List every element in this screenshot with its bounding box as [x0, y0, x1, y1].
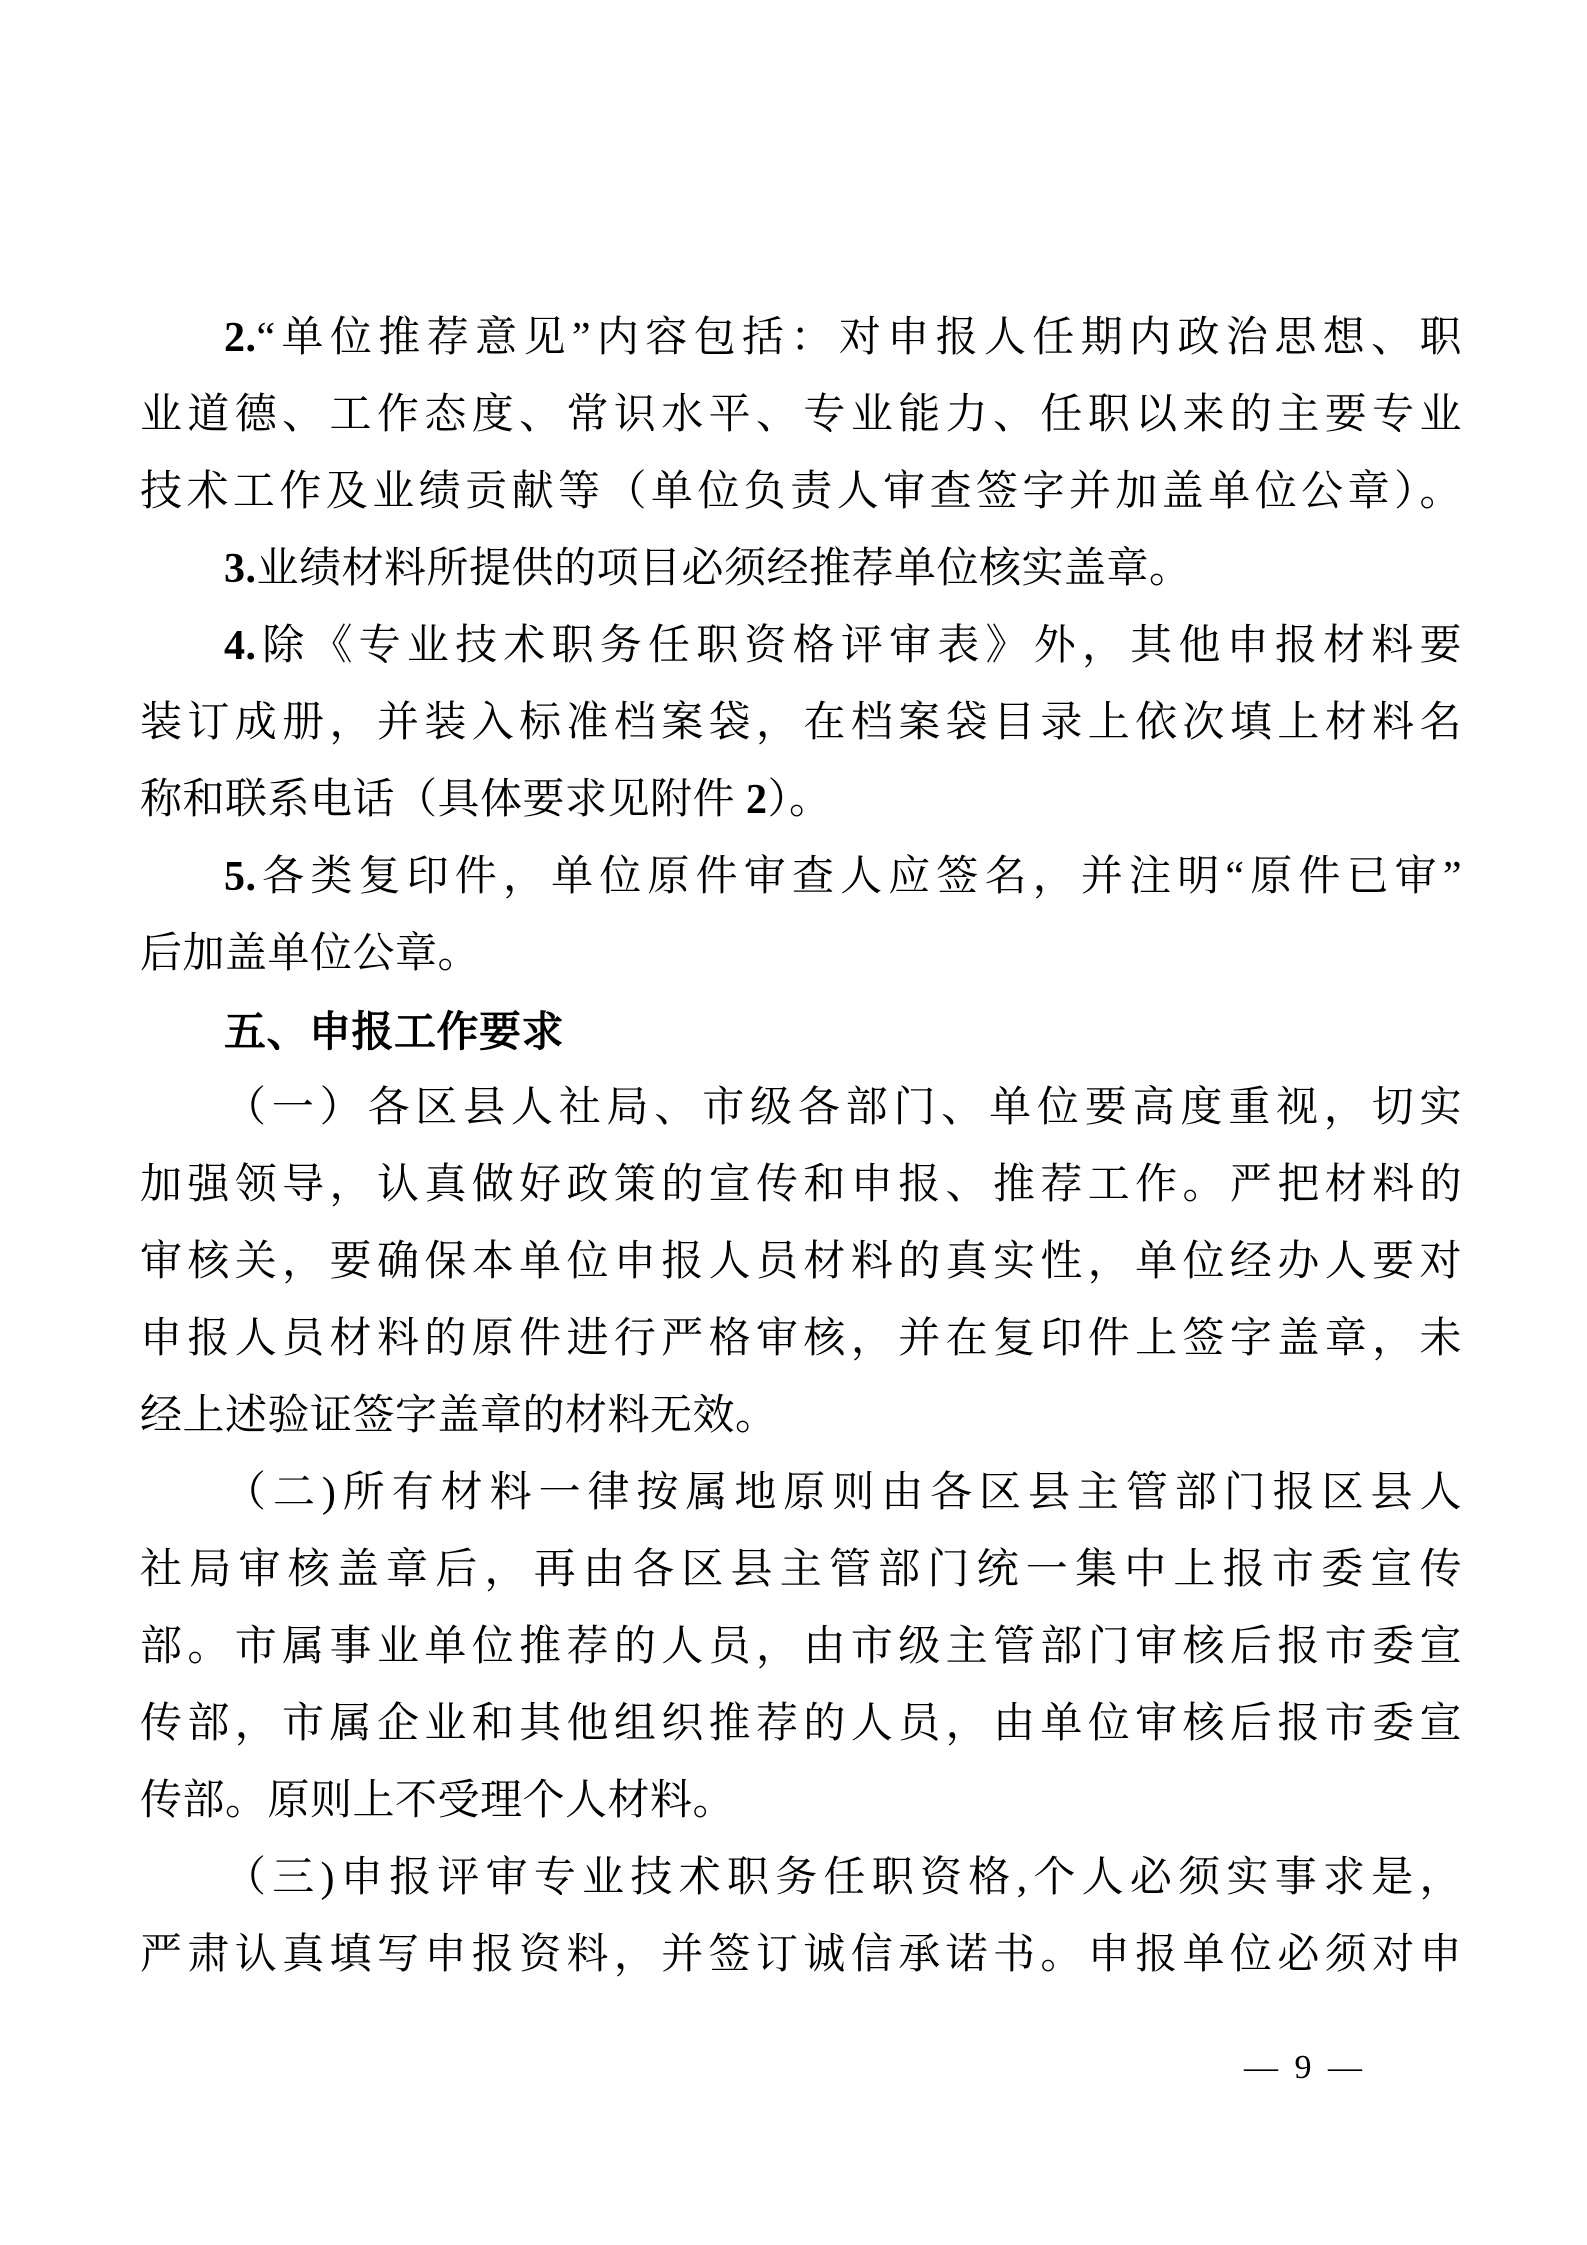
text-line — [140, 1917, 1462, 1994]
text-line — [140, 608, 1462, 685]
section-heading — [140, 993, 1462, 1070]
text-segment: 3. — [224, 546, 257, 592]
text-segment: 申报人员材料的原件进行严格审核，并在复印件上签字盖章，未 — [140, 1316, 1462, 1362]
text-line — [140, 1686, 1462, 1763]
page-number: — 9 — — [1244, 2049, 1366, 2086]
document-lines — [140, 300, 1462, 1994]
text-segment: “单位推荐意见”内容包括：对申报人任期内政治思想、职 — [256, 315, 1462, 361]
text-segment: 技术工作及业绩贡献等（单位负责人审查签字并加盖单位公章）。 — [140, 469, 1462, 515]
text-line — [140, 685, 1462, 762]
text-segment: 称和联系电话（具体要求见附件 — [140, 777, 747, 823]
text-line — [140, 1070, 1462, 1147]
text-line — [140, 762, 1462, 839]
text-line — [140, 1532, 1462, 1609]
text-line — [140, 1609, 1462, 1686]
text-line — [140, 1378, 1462, 1455]
text-segment: 各类复印件，单位原件审查人应签名，并注明“原件已审” — [256, 854, 1462, 900]
text-segment: （三)申报评审专业技术职务任职资格,个人必须实事求是， — [224, 1855, 1462, 1901]
text-line — [140, 1840, 1462, 1917]
text-segment: 传部，市属企业和其他组织推荐的人员，由单位审核后报市委宣 — [140, 1701, 1462, 1747]
text-line — [140, 1224, 1462, 1301]
text-segment: 部。市属事业单位推荐的人员，由市级主管部门审核后报市委宣 — [140, 1624, 1462, 1670]
text-segment: 审核关，要确保本单位申报人员材料的真实性，单位经办人要对 — [140, 1239, 1462, 1285]
text-segment: （一）各区县人社局、市级各部门、单位要高度重视，切实 — [224, 1085, 1462, 1131]
text-segment: ）。 — [767, 777, 832, 823]
text-line — [140, 377, 1462, 454]
text-segment: 后加盖单位公章。 — [140, 931, 481, 977]
text-line — [140, 1301, 1462, 1378]
text-segment: （二)所有材料一律按属地原则由各区县主管部门报区县人 — [224, 1470, 1462, 1516]
text-segment: 业道德、工作态度、常识水平、专业能力、任职以来的主要专业 — [140, 392, 1462, 438]
text-segment: 业绩材料所提供的项目必须经推荐单位核实盖章。 — [256, 546, 1192, 592]
text-segment: 2 — [746, 777, 768, 823]
text-line — [140, 1147, 1462, 1224]
text-segment: 加强领导，认真做好政策的宣传和申报、推荐工作。严把材料的 — [140, 1162, 1462, 1208]
text-line — [140, 531, 1462, 608]
text-segment: 五、申报工作要求 — [224, 1008, 565, 1055]
text-segment: 2. — [224, 315, 257, 361]
text-segment: 装订成册，并装入标准档案袋，在档案袋目录上依次填上材料名 — [140, 700, 1462, 746]
text-line — [140, 1455, 1462, 1532]
text-line — [140, 1763, 1462, 1840]
text-segment: 社局审核盖章后，再由各区县主管部门统一集中上报市委宣传 — [140, 1547, 1462, 1593]
text-line — [140, 300, 1462, 377]
text-line — [140, 839, 1462, 916]
text-line — [140, 454, 1462, 531]
text-line — [140, 916, 1462, 993]
text-segment: 5. — [224, 854, 257, 900]
text-segment: 传部。原则上不受理个人材料。 — [140, 1778, 736, 1824]
text-segment: 严肃认真填写申报资料，并签订诚信承诺书。申报单位必须对申 — [140, 1932, 1462, 1978]
text-segment: 经上述验证签字盖章的材料无效。 — [140, 1393, 778, 1439]
text-segment: 除《专业技术职务任职资格评审表》外，其他申报材料要 — [256, 623, 1462, 669]
text-segment: 4. — [224, 623, 257, 669]
